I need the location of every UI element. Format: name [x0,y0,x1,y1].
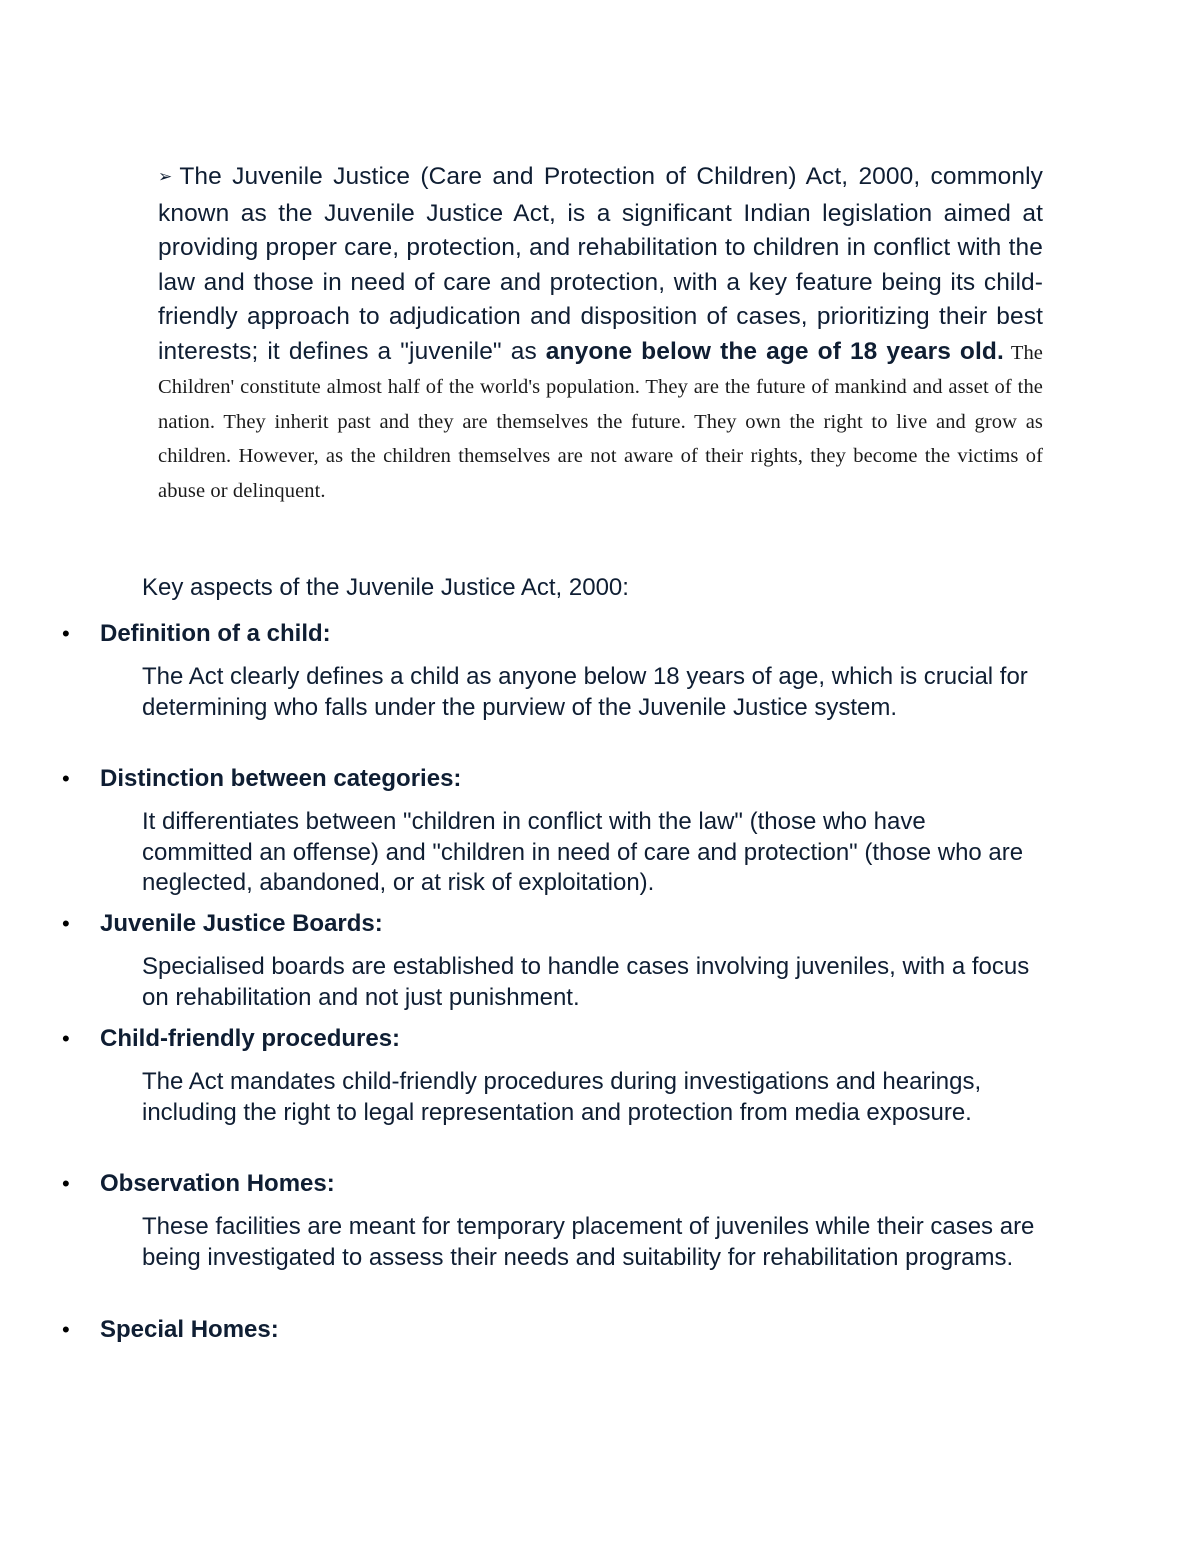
arrow-bullet-icon: ➢ [158,167,173,187]
item-title: Juvenile Justice Boards: [100,910,383,937]
item-title: Definition of a child: [100,620,331,647]
intro-emphasis: anyone below the age of 18 years old. [545,337,1004,365]
intro-text: The Juvenile Justice (Care and Protection of Children) Act, 2000, commonly known as the Juvenile Justice Act, is a significant Indian legislation aimed at providing proper care, protection, and rehabilitation to children in conflict with the law and those in need of care and protection, with a key feature being its child-friendly approach to adjudication and disposition of cases, prioritizing their best interests; it defines a "juvenile" as [158,163,1043,365]
bullet-icon: • [62,1026,70,1051]
item-title: Observation Homes: [100,1170,335,1197]
bullet-icon: • [62,621,70,646]
key-aspects-heading: Key aspects of the Juvenile Justice Act, 2000: [142,574,629,601]
item-title: Child-friendly procedures: [100,1025,401,1052]
item-body: It differentiates between "children in conflict with the law" (those who have committed an offense) and "children in need of care and protection" (those who are neglected, abandoned, or at risk of exploitation). [142,808,1024,896]
bullet-icon: • [62,766,70,791]
bullet-icon: • [62,1317,70,1342]
intro-serif-text: The Children' constitute almost half of the world's population. They are the future of mankind and asset of the nation. They inherit past and they are themselves the future. They own the right to live and grow as children. However, as the children themselves are not aware of their rights, they become the victims of abuse or delinquent. [158,341,1043,502]
bullet-icon: • [62,1171,70,1196]
item-title: Distinction between categories: [100,765,462,792]
item-body: The Act mandates child-friendly procedures during investigations and hearings, including the right to legal representation and protection from media exposure. [142,1068,982,1126]
item-title: Special Homes: [100,1316,279,1343]
item-body: The Act clearly defines a child as anyone below 18 years of age, which is crucial for determining who falls under the purview of the Juvenile Justice system. [142,663,1028,721]
bullet-icon: • [62,911,70,936]
item-body: Specialised boards are established to handle cases involving juveniles, with a focus on rehabilitation and not just punishment. [142,953,1030,1011]
intro-paragraph [158,160,1043,507]
item-body: These facilities are meant for temporary placement of juveniles while their cases are being investigated to assess their needs and suitability for rehabilitation programs. [142,1213,1035,1271]
